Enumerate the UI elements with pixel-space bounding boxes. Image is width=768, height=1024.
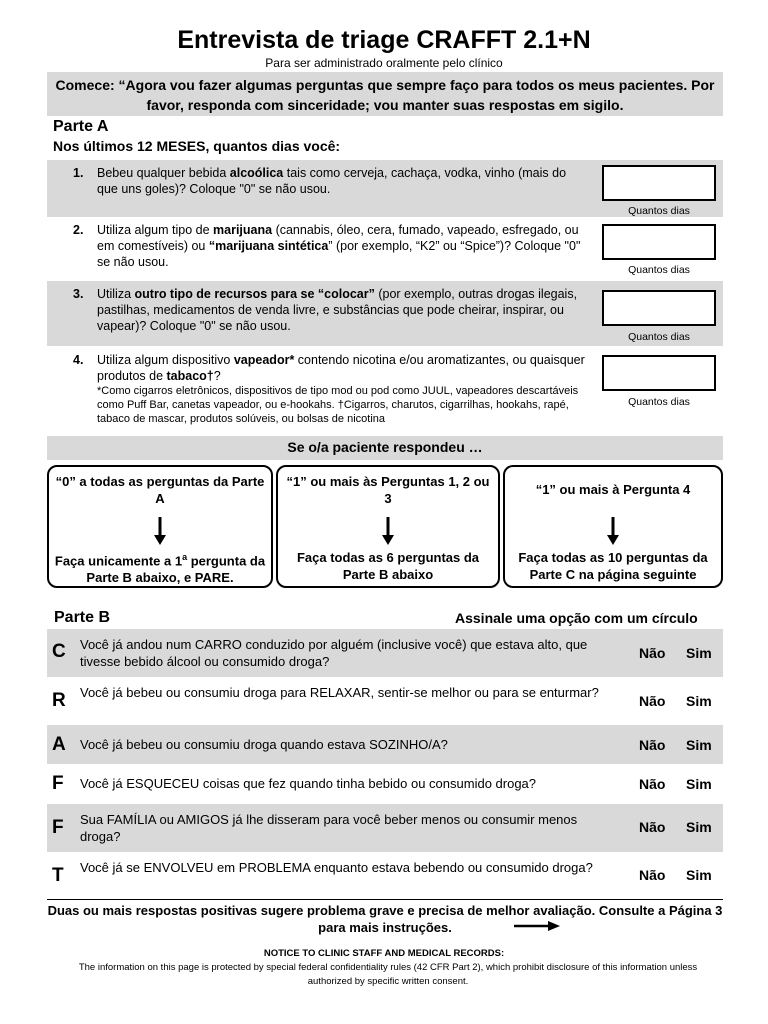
crafft-letter: C [52,641,66,662]
yes-option[interactable]: Sim [686,645,712,661]
branch-condition: “1” ou mais à Pergunta 4 [535,482,691,497]
parte-b-row-f1 [47,764,723,804]
question-text: Você já ESQUECEU coisas que fez quando tinha bebido ou consumido droga? [80,776,537,791]
down-arrow-icon [607,517,619,545]
yes-option[interactable]: Sim [686,693,712,709]
parte-b-row-f2 [47,804,723,852]
question-row-4 [47,347,723,433]
branching-header: Se o/a paciente respondeu … [47,436,723,460]
no-option[interactable]: Não [639,693,666,709]
no-option[interactable]: Não [639,819,666,835]
branch-action: Faça todas as 10 perguntas da Parte C na página seguinte [518,550,708,582]
question-text: Sua FAMÍLIA ou AMIGOS já lhe disseram para você beber menos ou consumir menos droga? [80,812,578,844]
crafft-letter: T [52,865,64,886]
parte-b-instruction: Assinale uma opção com um círculo [455,610,698,626]
question-text: Bebeu qualquer bebida alcoólica tais como cerveja, cachaça, vodka, vinho (mais do que uns goles)? Coloque "0" se não usou. [97,166,567,196]
branch-condition: “1” ou mais às Perguntas 1, 2 ou 3 [286,474,490,506]
days-input-box[interactable] [602,224,716,260]
branch-option-q1-3 [276,465,500,588]
parte-b-row-r [47,677,723,725]
crafft-letter: F [52,817,64,838]
question-row-3 [47,281,723,346]
branch-action: Faça unicamente a 1$^a$ pergunta da Parte B abaixo, e PARE. [54,552,266,586]
down-arrow-icon [382,517,394,545]
crafft-letter: F [52,773,64,794]
question-row-1 [47,160,723,217]
days-input-box[interactable] [602,165,716,201]
right-arrow-icon [514,920,560,932]
crafft-letter: R [52,690,66,711]
notice-title: NOTICE TO CLINIC STAFF AND MEDICAL RECORDS: [263,948,505,959]
intro-script: Comece: “Agora vou fazer algumas perguntas que sempre faço para todos os meus pacientes. Por favor, responda com sinceridade; vou manter suas respostas em sigilo. [47,72,723,116]
notice-text: The information on this page is protected by special federal confidentiality rules (42 CFR Part 2), which prohibit disclosure of this information unless authorized by specific written consent. [78,962,698,987]
question-text: Você já bebeu ou consumiu droga para RELAXAR, sentir-se melhor ou para se enturmar? [80,685,599,700]
question-text: Utiliza outro tipo de recursos para se “colocar” (por exemplo, outras drogas ilegais, pastilhas, medicamentos de venda livre, e substâncias que pode cheirar, inspirar, ou vapear)? Coloque "0" se não usou. [97,287,578,333]
question-footnote: *Como cigarros eletrônicos, dispositivos de tipo mod ou pod como JUUL, vapeadores descartáveis como Puff Bar, canetas vapeador, ou e-hookahs. †Cigarros, charutos, cigarrilhas, hookahs, rapé, tabaco de mascar, produtos solúveis, ou bolsas de nicotina [97,385,579,425]
no-option[interactable]: Não [639,867,666,883]
yes-option[interactable]: Sim [686,867,712,883]
days-label: Quantos dias [628,396,690,408]
parte-a-subtitle: Nos últimos 12 MESES, quantos dias você: [53,138,341,154]
yes-option[interactable]: Sim [686,737,712,753]
question-text: Utiliza algum dispositivo vapeador* contendo nicotina e/ou aromatizantes, ou quaisquer produtos de tabaco†? *Como cigarros eletrônicos, dispositivos de tipo mod ou pod como JUUL, vapeadores descartáveis como Puff Bar, canetas vapeador, ou e-hookahs. †Cigarros, charutos, cigarrilhas, hookahs, rapé, tabaco de mascar, produtos solúveis, ou bolsas de nicotina [97,352,602,426]
days-label: Quantos dias [628,264,690,276]
parte-b-row-a [47,725,723,764]
parte-b-title: Parte B [54,609,111,626]
parte-a-title: Parte A [53,118,109,135]
yes-option[interactable]: Sim [686,776,712,792]
question-text: Utiliza algum tipo de marijuana (cannabis, óleo, cera, fumado, vapeado, esfregado, ou em comestíveis) ou “marijuana sintética” (por exemplo, “K2” ou “Spice”)? Coloque "0" se não usou. [97,223,581,269]
branch-option-zero [47,465,273,588]
parte-b-row-t [47,852,723,898]
parte-b-row-c [47,629,723,677]
question-row-2 [47,217,723,279]
days-label: Quantos dias [628,331,690,343]
scoring-note: Duas ou mais respostas positivas sugere problema grave e precisa de melhor avaliação. Consulte a Página 3 para mais instruções. [47,903,723,935]
branch-action: Faça todas as 6 perguntas da Parte B abaixo [296,550,480,582]
question-text: Você já bebeu ou consumiu droga quando estava SOZINHO/A? [80,737,448,752]
crafft-letter: A [52,734,66,755]
question-text: Você já andou num CARRO conduzido por alguém (inclusive você) que estava alto, que tivesse bebido álcool ou consumido droga? [80,637,588,669]
days-label: Quantos dias [628,205,690,217]
no-option[interactable]: Não [639,645,666,661]
question-number: 2. [73,223,84,237]
question-number: 1. [73,166,84,180]
page-subtitle: Para ser administrado oralmente pelo clínico [265,56,503,70]
down-arrow-icon [154,517,166,545]
days-input-box[interactable] [602,290,716,326]
no-option[interactable]: Não [639,737,666,753]
divider [47,899,723,900]
yes-option[interactable]: Sim [686,819,712,835]
days-input-box[interactable] [602,355,716,391]
question-text: Você já se ENVOLVEU em PROBLEMA enquanto estava bebendo ou consumido droga? [80,860,593,875]
page-title: Entrevista de triage CRAFFT 2.1+N [177,26,591,54]
no-option[interactable]: Não [639,776,666,792]
branch-condition: “0” a todas as perguntas da Parte A [55,474,265,506]
question-number: 3. [73,287,84,301]
branch-option-q4 [503,465,723,588]
question-number: 4. [73,353,84,367]
